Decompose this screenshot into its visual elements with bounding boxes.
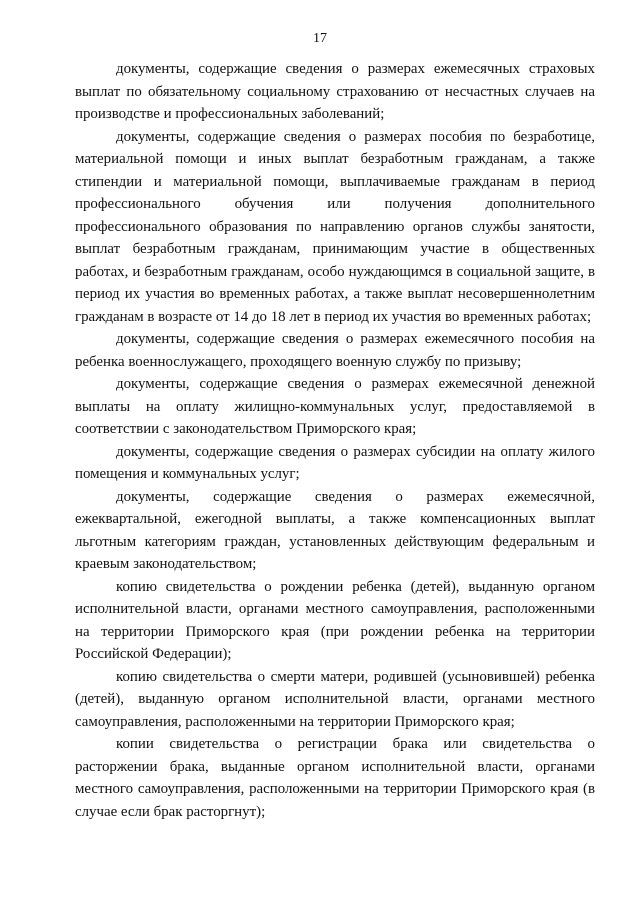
paragraph-insurance-payments: документы, содержащие сведения о размерах ежемесячных страховых выплат по обязательному социальному страхованию от несчастных случаев на производстве и профессиональных заболеваний; <box>75 61 595 122</box>
paragraph-housing-subsidy: документы, содержащие сведения о размерах субсидии на оплату жилого помещения и коммунальных услуг; <box>75 443 595 482</box>
paragraph-marriage-certificate: копии свидетельства о регистрации брака или свидетельства о расторжении брака, выданные органом исполнительной власти, органами местного самоуправления, расположенными на территории Приморского края (в случае если брак расторгнут); <box>75 736 595 820</box>
paragraph-compensation-payments: документы, содержащие сведения о размерах ежемесячной, ежеквартальной, ежегодной выплаты, а также компенсационных выплат льготным категориям граждан, установленных действующим федеральным и краевым законодательством; <box>75 488 595 572</box>
paragraph-death-certificate: копию свидетельства о смерти матери, родившей (усыновившей) ребенка (детей), выданную органом исполнительной власти, органами местного самоуправления, расположенными на территории Приморского края; <box>75 668 595 730</box>
paragraph-birth-certificate: копию свидетельства о рождении ребенка (детей), выданную органом исполнительной власти, органами местного самоуправления, расположенными на территории Приморского края (при рождении ребенка на территории Российской Федерации); <box>75 578 595 662</box>
paragraph-housing-payment: документы, содержащие сведения о размерах ежемесячной денежной выплаты на оплату жилищно-коммунальных услуг, предоставляемой в соответствии с законодательством Приморского края; <box>75 376 595 437</box>
paragraph-unemployment-benefits: документы, содержащие сведения о размерах пособия по безработице, материальной помощи и иных выплат безработным гражданам, а также стипендии и материальной помощи, выплачиваемые гражданам в период профессионального обучения или получения дополнительного профессионального образования по направлению органов службы занятости, выплат безработным гражданам, принимающим участие в общественных работах, и безработным гражданам, особо нуждающимся в социальной защите, в период их участия во временных работах, а также выплат несовершеннолетним гражданам в возрасте от 14 до 18 лет в период их участия во временных работах; <box>75 128 595 325</box>
page-number: 17 <box>313 31 327 46</box>
paragraph-military-child-allowance: документы, содержащие сведения о размерах ежемесячного пособия на ребенка военнослужащего, проходящего военную службу по призыву; <box>75 331 595 370</box>
document-body <box>75 58 595 823</box>
